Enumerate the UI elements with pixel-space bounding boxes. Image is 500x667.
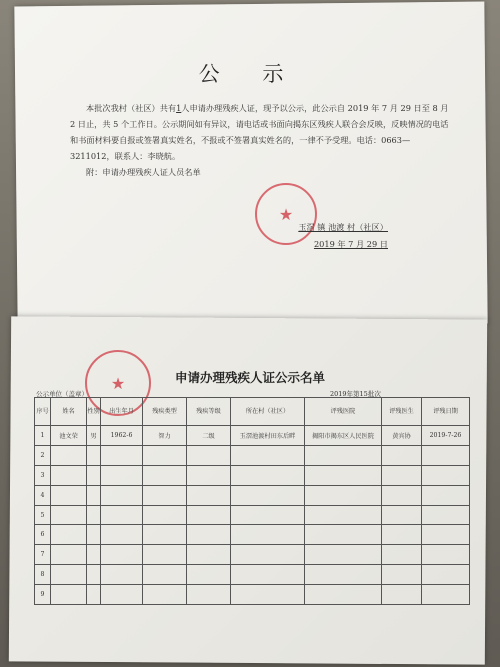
table-row <box>35 465 470 485</box>
table-cell <box>51 445 87 465</box>
signature-date: 2019 年 7 月 29 日 <box>313 239 388 249</box>
table-cell <box>51 585 87 605</box>
star-icon: ★ <box>110 373 126 393</box>
table-cell <box>101 445 143 465</box>
col-header: 残疾等级 <box>187 398 231 426</box>
table-cell <box>231 565 305 585</box>
notice-signature <box>298 219 388 253</box>
table-row <box>35 505 470 525</box>
table-cell <box>143 505 187 525</box>
table-cell: 黄宾协 <box>382 426 422 446</box>
table-cell: 1 <box>35 426 51 446</box>
table-cell <box>87 445 101 465</box>
table-cell <box>305 565 382 585</box>
table-cell <box>305 485 382 505</box>
table-cell <box>305 445 382 465</box>
table-cell <box>231 525 305 545</box>
table-cell: 男 <box>87 426 101 446</box>
table-cell <box>87 545 101 565</box>
table-cell <box>101 545 143 565</box>
table-cell <box>187 485 231 505</box>
notice-title: 公 示 <box>198 62 302 86</box>
table-cell <box>51 505 87 525</box>
table-cell <box>51 525 87 545</box>
col-header: 姓名 <box>51 398 87 426</box>
table-cell <box>422 585 470 605</box>
table-cell: 9 <box>35 585 51 605</box>
table-cell <box>422 465 470 485</box>
table-cell <box>231 445 305 465</box>
table-cell <box>382 585 422 605</box>
table-cell <box>305 585 382 605</box>
table-cell <box>101 485 143 505</box>
table-cell: 二级 <box>187 426 231 446</box>
table-row <box>35 565 470 585</box>
table-row <box>35 445 470 465</box>
star-icon: ★ <box>278 204 294 224</box>
table-cell <box>382 565 422 585</box>
table-cell <box>143 525 187 545</box>
table-cell <box>51 485 87 505</box>
table-cell <box>422 505 470 525</box>
table-row <box>35 525 470 545</box>
signature-village: 玉滘 镇 池渡 村（社区） <box>298 222 388 232</box>
table-cell <box>305 505 382 525</box>
table-cell <box>87 525 101 545</box>
notice-paragraph <box>70 100 452 164</box>
table-cell <box>143 445 187 465</box>
table-cell <box>87 565 101 585</box>
table-cell <box>187 465 231 485</box>
table-cell <box>305 525 382 545</box>
table-row <box>35 545 470 565</box>
table-cell <box>305 545 382 565</box>
col-header: 出生年月 <box>101 398 143 426</box>
table-cell: 2 <box>35 445 51 465</box>
table-cell <box>51 465 87 485</box>
table-cell: 4 <box>35 485 51 505</box>
table-cell <box>51 565 87 585</box>
col-header: 序号 <box>35 398 51 426</box>
table-cell <box>305 465 382 485</box>
table-row <box>35 485 470 505</box>
table-cell <box>143 465 187 485</box>
table-cell <box>143 485 187 505</box>
table-cell: 揭阳市揭东区人民医院 <box>305 426 382 446</box>
table-cell <box>187 565 231 585</box>
table-cell <box>187 545 231 565</box>
table-cell <box>143 545 187 565</box>
col-header: 残疾类型 <box>143 398 187 426</box>
table-row <box>35 585 470 605</box>
table-cell <box>422 565 470 585</box>
table-cell <box>187 445 231 465</box>
publishing-unit-label: 公示单位（盖章） <box>36 390 88 398</box>
col-header: 所在村（社区） <box>231 398 305 426</box>
applicant-table <box>34 397 470 605</box>
notice-attachment: 附：申请办理残疾人证人员名单 <box>86 167 201 177</box>
table-cell <box>143 565 187 585</box>
table-cell: 3 <box>35 465 51 485</box>
table-header-row <box>35 398 470 426</box>
table-cell <box>101 505 143 525</box>
table-cell <box>382 465 422 485</box>
table-cell: 玉滘池渡村田东后畔 <box>231 426 305 446</box>
table-cell <box>422 545 470 565</box>
table-row <box>35 426 470 446</box>
col-header: 性别 <box>87 398 101 426</box>
table-cell <box>382 485 422 505</box>
table-cell: 8 <box>35 565 51 585</box>
table-cell <box>422 445 470 465</box>
table-cell <box>101 565 143 585</box>
notice-text-b: 人申请办理残疾人证，现予以公示，此公示自 2019 年 7 月 29 日至 8 月 2 日止，共 5 个工作日。公示期间如有异议，请电话或书面向揭东区残疾人联合会反映，反映情况的电话和书面材料要自报或签署真实姓名，不报或不签署真实姓名的，一律不予受理。电话：0663—3211012，联系人：李晓航。 <box>70 103 449 161</box>
table-cell: 2019-7-26 <box>422 426 470 446</box>
applicant-count: 1 <box>176 103 182 113</box>
notice-body <box>70 100 452 180</box>
list-title: 申请办理残疾人证公示名单 <box>174 370 325 385</box>
table-cell <box>422 525 470 545</box>
col-header: 评残医生 <box>382 398 422 426</box>
table-cell <box>382 445 422 465</box>
table-cell: 5 <box>35 505 51 525</box>
table-cell <box>87 485 101 505</box>
table-cell <box>87 505 101 525</box>
col-header: 评残日期 <box>422 398 470 426</box>
table-cell <box>101 525 143 545</box>
table-cell: 7 <box>35 545 51 565</box>
table-cell <box>231 545 305 565</box>
table-cell <box>187 585 231 605</box>
col-header: 评残医院 <box>305 398 382 426</box>
table-cell <box>143 585 187 605</box>
table-cell <box>87 585 101 605</box>
table-cell <box>187 525 231 545</box>
table-cell <box>231 465 305 485</box>
table-cell <box>231 485 305 505</box>
table-cell <box>382 545 422 565</box>
table-cell <box>382 525 422 545</box>
table-cell <box>87 465 101 485</box>
table-cell <box>422 485 470 505</box>
batch-label: 2019年第15批次 <box>330 390 381 398</box>
table-cell: 1962-6 <box>101 426 143 446</box>
table-cell <box>382 505 422 525</box>
table-cell <box>101 465 143 485</box>
table-cell: 6 <box>35 525 51 545</box>
notice-text-a: 本批次我村（社区）共有 <box>86 103 177 113</box>
table-cell <box>187 505 231 525</box>
table-cell <box>231 585 305 605</box>
table-cell: 智力 <box>143 426 187 446</box>
table-cell <box>51 545 87 565</box>
table-cell <box>101 585 143 605</box>
table-cell <box>231 505 305 525</box>
table-cell: 池文荣 <box>51 426 87 446</box>
